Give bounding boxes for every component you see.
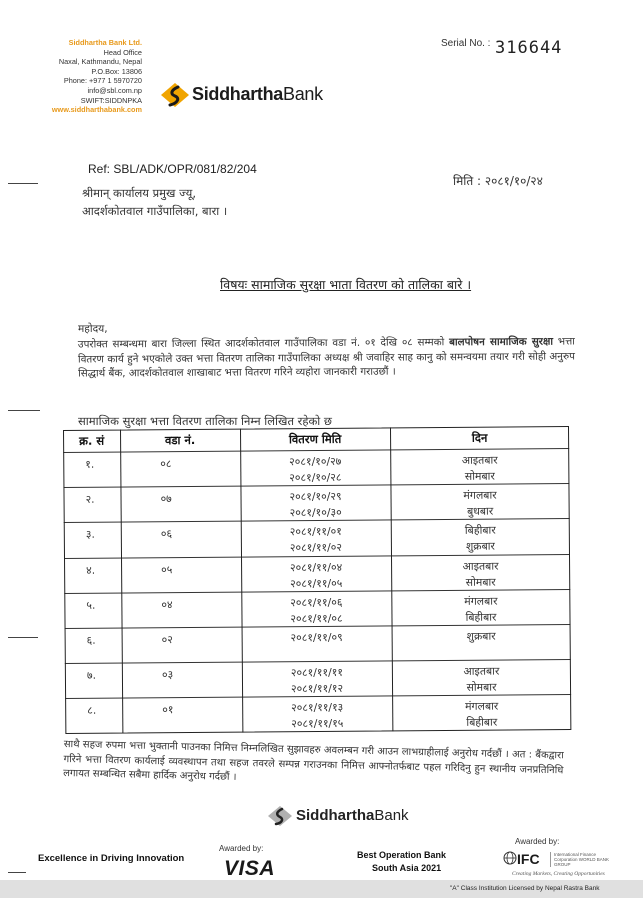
cell-ward — [122, 628, 242, 663]
award-subtitle: South Asia 2021 — [372, 863, 442, 873]
header-date: वितरण मिति — [288, 431, 342, 447]
day-value: बिहीबार — [465, 610, 497, 624]
body-text-part: उपरोक्त सम्बन्धमा बारा जिल्ला स्थित आदर्शकोतवाल गाउँपालिका वडा नं. ०१ देखि ०८ सम्मको — [77, 336, 450, 351]
ward-value: ०७ — [160, 492, 172, 506]
margin-mark — [8, 872, 26, 873]
day-value: आइतबार — [463, 664, 500, 678]
date-value: २०८१/११/१३ — [291, 701, 344, 715]
swift-code: SWIFT:SIDDNPKA — [80, 95, 142, 105]
table-body — [63, 448, 571, 733]
ifc-tagline: Creating Markets, Creating Opportunities — [512, 871, 605, 877]
cell-days — [392, 625, 571, 661]
cell-ward — [121, 522, 241, 557]
table-row — [64, 518, 570, 557]
ifc-logo: IFC — [517, 851, 540, 867]
website: www.siddharthabank.com — [51, 105, 142, 115]
closing-paragraph: साथै सहज रुपमा भत्ता भुक्तानी पाउनका निमित्त निम्नलिखित सुझावहरु अवलम्बन गरी आउन लाभग्राहीलाई अनुरोध गर्दछौं । अत : बैंकद्वारा गरिने भत्ता वितरण कार्यलाई व्यवस्थापन तथा सहज तवरले सम्पन्न गराउनका निमित्त आफ्नोतर्फबाट पहल गरिदिनु हुन स्थानीय जनप्रतिनिधि लगायत सम्बन्धित सबैमा हार्दिक अनुरोध गर्दछौं । — [63, 738, 564, 783]
date-value: २०८१/११/०६ — [290, 595, 343, 609]
margin-mark — [8, 410, 40, 411]
day-value: बिहीबार — [466, 715, 498, 730]
day-value — [392, 644, 571, 645]
header-serial: क्र. सं — [79, 433, 105, 448]
awarded-by-label: Awarded by: — [515, 837, 560, 846]
day-value: शुक्रबार — [466, 629, 496, 643]
day-value: मंगलबार — [465, 699, 499, 714]
cell-serial — [64, 593, 121, 628]
body-bold-text: बालपोषन सामाजिक सुरक्षा — [449, 335, 554, 349]
logo-text-bold: Siddhartha — [192, 84, 284, 104]
cell-serial — [65, 699, 122, 734]
table-row — [65, 624, 571, 663]
day-value: शुक्रबार — [465, 539, 495, 554]
cell-days — [391, 555, 570, 591]
salutation: महोदय, — [78, 323, 108, 335]
header-ward: वडा नं. — [164, 432, 196, 448]
serial-value: ७. — [86, 668, 97, 682]
date-value: २०८१/११/०९ — [290, 630, 343, 645]
ifc-subtitle: International Finance Corporation WORLD BANK GROUP — [550, 852, 614, 867]
cell-days — [392, 660, 571, 696]
cell-serial — [65, 628, 122, 663]
footer-logo-bold: Siddhartha — [296, 807, 375, 824]
cell-serial — [63, 453, 120, 488]
award-title: Best Operation Bank — [357, 850, 447, 860]
cell-dates — [240, 486, 390, 521]
cell-days — [390, 484, 569, 520]
day-value: आइतबार — [462, 559, 499, 573]
serial-value: ८. — [87, 704, 97, 718]
cell-serial — [65, 664, 122, 699]
cell-ward — [121, 557, 241, 592]
date-value: २०८१/११/०५ — [290, 576, 343, 590]
visa-logo: VISA — [224, 857, 276, 880]
cell-days — [390, 449, 569, 485]
ward-value: ०८ — [160, 457, 172, 471]
serial-value: ३. — [85, 528, 95, 542]
cell-serial — [64, 558, 121, 593]
serial-value: ६. — [86, 633, 96, 647]
letter-subject: विषयः सामाजिक सुरक्षा भाता वितरण को तालिका बारे । — [220, 277, 472, 292]
recipient-office: आदर्शकोतवाल गाउँपालिका, बारा । — [82, 204, 228, 218]
day-value: मंगलबार — [464, 594, 498, 608]
ward-value: ०३ — [161, 668, 174, 682]
recipient-title: श्रीमान् कार्यालय प्रमुख ज्यू, — [82, 186, 196, 200]
reference-number: Ref: SBL/ADK/OPR/081/82/204 — [88, 162, 257, 176]
cell-ward — [120, 487, 240, 522]
date-value: २०८१/१०/२७ — [289, 454, 342, 469]
body-text-part: भत्ता वितरण कार्य हुने भएकोले उक्त भत्ता वितरण तालिका गाउँपालिका अध्यक्ष श्री जवाहिर साह कानु को समन्वयमा तयार गरी सोही अनुरुप सिद्धार्थ बैंक, आदर्शकोतवाल शाखाबाट भत्ता वितरण गरिने व्यहोरा जानकारी गराउछौं । — [77, 335, 576, 380]
ward-value: ०६ — [160, 527, 173, 541]
logo-text-regular: Bank — [283, 84, 323, 104]
date-value: २०८१/१०/२८ — [289, 470, 342, 485]
date-value: २०८१/१०/२९ — [289, 490, 342, 504]
ward-value: ०४ — [161, 597, 173, 611]
cell-dates — [242, 662, 392, 697]
letter-date: मिति : २०८१/१०/२४ — [453, 174, 543, 188]
day-value: सोमबार — [465, 575, 496, 589]
date-value: २०८१/१०/३० — [289, 506, 342, 520]
table-row — [63, 448, 569, 487]
serial-value: २. — [85, 492, 95, 507]
date-value — [242, 645, 392, 646]
serial-number: 316644 — [495, 38, 563, 58]
phone: Phone: +977 1 5970720 — [63, 76, 142, 86]
date-value: २०८१/११/०८ — [290, 611, 343, 625]
table-row — [64, 589, 570, 628]
ward-value: ०५ — [161, 562, 173, 576]
cell-dates — [241, 591, 391, 626]
date-value: २०८१/११/१२ — [290, 681, 344, 696]
cell-serial — [64, 523, 121, 558]
license-note: "A" Class Institution Licensed by Nepal Rastra Bank — [450, 885, 600, 892]
ward-value: ०२ — [161, 633, 173, 647]
cell-days — [391, 519, 570, 555]
cell-dates — [241, 556, 391, 591]
footer-logo-icon — [267, 805, 293, 827]
cell-dates — [241, 521, 391, 556]
table-row — [65, 694, 571, 733]
letter-body — [78, 334, 575, 381]
awarded-by-label: Awarded by: — [219, 844, 264, 853]
ifc-globe-icon — [503, 851, 517, 865]
excellence-tagline: Excellence in Driving Innovation — [38, 853, 185, 864]
table-caption: सामाजिक सुरक्षा भत्ता वितरण तालिका निम्न लिखित रहेको छ — [78, 414, 332, 428]
po-box: P.O.Box: 13806 — [91, 66, 142, 76]
bank-name: Siddhartha Bank Ltd. — [68, 38, 142, 47]
header-logo-text — [192, 84, 323, 105]
date-value: २०८१/११/११ — [290, 665, 344, 680]
distribution-schedule-table — [63, 426, 571, 734]
address-line: Naxal, Kathmandu, Nepal — [58, 57, 142, 67]
cell-dates — [242, 626, 392, 661]
table-row — [63, 483, 569, 522]
ward-value: ०१ — [162, 703, 174, 717]
bank-address-block — [20, 38, 142, 115]
table-row — [65, 659, 571, 698]
cell-ward — [122, 663, 242, 698]
footer-logo-regular: Bank — [374, 807, 409, 824]
cell-ward — [122, 698, 242, 733]
date-value: २०८१/११/०४ — [289, 560, 343, 574]
office-label: Head Office — [103, 47, 142, 57]
cell-dates — [242, 697, 392, 732]
serial-value: ४. — [86, 563, 96, 577]
cell-serial — [63, 488, 120, 523]
date-value: २०८१/११/१५ — [291, 717, 344, 731]
cell-days — [392, 695, 571, 731]
cell-ward — [120, 452, 240, 487]
day-value: मंगलबार — [463, 488, 497, 503]
date-value: २०८१/११/०१ — [289, 525, 342, 539]
day-value: सोमबार — [466, 680, 497, 694]
cell-dates — [240, 450, 390, 485]
margin-mark — [8, 637, 38, 638]
day-value: आइतबार — [461, 453, 498, 467]
footer-logo-text — [296, 807, 409, 824]
date-value: २०८१/११/०२ — [289, 541, 343, 555]
serial-label: Serial No. : — [441, 38, 491, 49]
siddhartha-logo-icon — [160, 82, 190, 108]
table-row — [64, 554, 570, 593]
margin-mark — [8, 183, 38, 184]
cell-ward — [121, 592, 241, 627]
day-value: बिहीबार — [464, 523, 496, 538]
email: info@sbl.com.np — [87, 85, 142, 95]
cell-days — [391, 590, 570, 626]
day-value: बुधबार — [467, 504, 494, 519]
header-day: दिन — [471, 430, 488, 445]
serial-value: ५. — [86, 598, 96, 612]
serial-value: १. — [85, 457, 95, 471]
day-value: सोमबार — [464, 469, 495, 483]
